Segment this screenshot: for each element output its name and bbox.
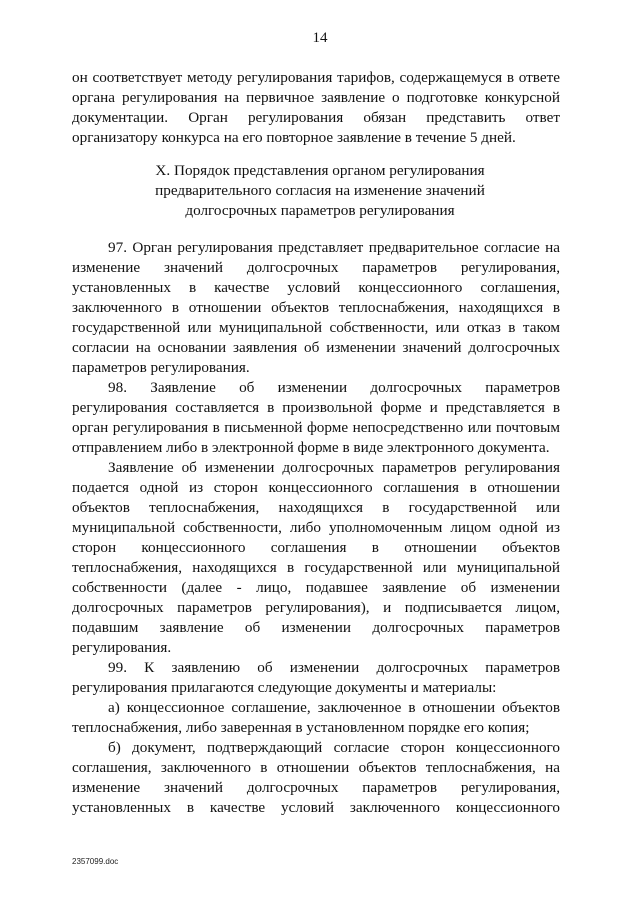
paragraph-line: подавшим заявление об изменении долгосрочных параметров [72, 619, 560, 636]
paragraph-line: орган регулирования в письменной форме непосредственно или почтовым [72, 419, 560, 436]
paragraph-line: 97. Орган регулирования представляет предварительное согласие на [108, 239, 560, 256]
paragraph-line: собственности (далее - лицо, подавшее заявление об изменении [72, 579, 560, 596]
paragraph-line: параметров регулирования. [72, 359, 250, 376]
page-number: 14 [312, 30, 328, 46]
paragraph-line: регулирования составляется в произвольной форме и представляется в [72, 399, 560, 416]
section-heading-line: предварительного согласия на изменение значений [155, 182, 485, 199]
paragraph-line: подается одной из сторон концессионного соглашения в отношении [72, 479, 560, 496]
paragraph-line: Заявление об изменении долгосрочных параметров регулирования [108, 459, 560, 476]
paragraph-line: а) концессионное соглашение, заключенное в отношении объектов [108, 699, 560, 716]
section-heading-line: X. Порядок представления органом регулирования [155, 162, 485, 179]
section-heading-line: долгосрочных параметров регулирования [185, 202, 455, 219]
paragraph-line: соглашения, заключенного в отношении объектов теплоснабжения, на [72, 759, 560, 776]
paragraph-line: сторон концессионного соглашения в отношении объектов [72, 539, 560, 556]
paragraph-line: он соответствует методу регулирования тарифов, содержащемуся в ответе [72, 69, 560, 86]
paragraph-line: изменение значений долгосрочных параметров регулирования, [72, 259, 560, 276]
paragraph-line: муниципальной собственности, либо уполномоченным лицом одной из [72, 519, 560, 536]
paragraph-line: долгосрочных параметров регулирования), и подписывается лицом, [72, 599, 560, 616]
paragraph-line: установленных в качестве условий концессионного соглашения, [72, 279, 560, 296]
paragraph-line: теплоснабжения, находящихся в государственной или муниципальной [72, 559, 560, 576]
paragraph-line: теплоснабжения, либо заверенная в установленном порядке его копия; [72, 719, 530, 736]
paragraph-line: органа регулирования на первичное заявление о подготовке конкурсной [72, 89, 560, 106]
paragraph-line: организатору конкурса на его повторное заявление в течение 5 дней. [72, 129, 516, 146]
paragraph-line: объектов теплоснабжения, находящихся в государственной или [72, 499, 560, 516]
paragraph-line: 98. Заявление об изменении долгосрочных параметров [108, 379, 560, 396]
paragraph-line: изменение значений долгосрочных параметров регулирования, [72, 779, 560, 796]
paragraph-line: отправлением либо в электронной форме в виде электронного документа. [72, 439, 550, 456]
paragraph-line: согласии на основании заявления об изменении значений долгосрочных [72, 339, 560, 356]
footer-filename: 2357099.doc [72, 857, 119, 866]
paragraph-line: регулирования. [72, 639, 172, 656]
paragraph-line: регулирования прилагаются следующие документы и материалы: [72, 679, 497, 696]
paragraph-line: документации. Орган регулирования обязан представить ответ [72, 109, 560, 126]
paragraph-line: 99. К заявлению об изменении долгосрочных параметров [108, 659, 560, 676]
paragraph-line: заключенного в отношении объектов теплоснабжения, находящихся в [72, 299, 560, 316]
paragraph-line: установленных в качестве условий заключенного концессионного [72, 799, 560, 816]
paragraph-line: государственной или муниципальной собственности, или отказ в таком [72, 319, 560, 336]
paragraph-line: б) документ, подтверждающий согласие сторон концессионного [108, 739, 560, 756]
